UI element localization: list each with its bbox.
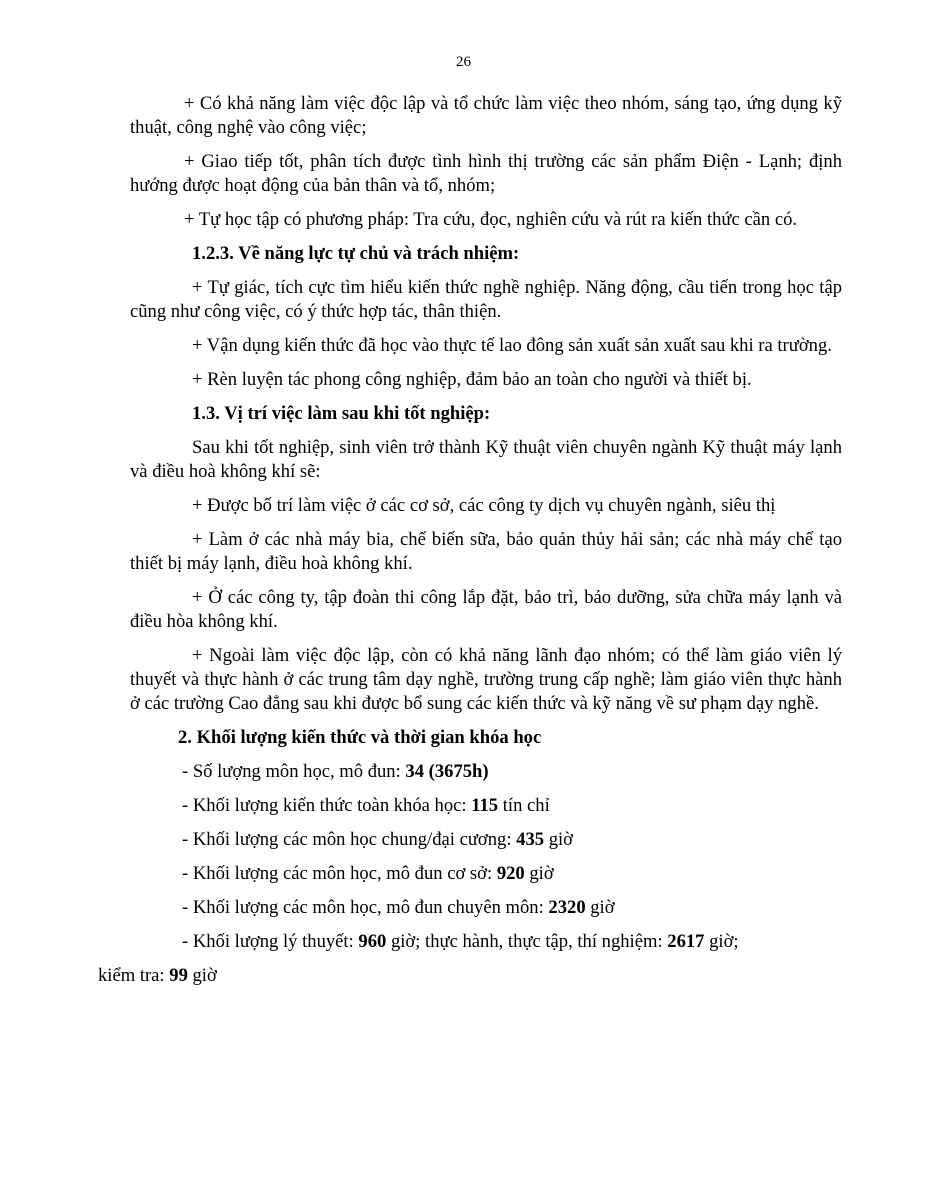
para-job-2: + Làm ở các nhà máy bia, chế biến sữa, bảo quản thủy hải sản; các nhà máy chế tạo thiết bị máy lạnh, điều hoà không khí. xyxy=(130,529,842,574)
stat-credits-value: 115 xyxy=(471,795,499,816)
stat-specialized xyxy=(130,896,842,920)
heading-1-3: 1.3. Vị trí việc làm sau khi tốt nghiệp: xyxy=(192,403,491,424)
stat-exam-value: 99 xyxy=(169,965,188,986)
stat-theory-value: 960 xyxy=(358,931,387,952)
stat-specialized-label: - Khối lượng các môn học, mô đun chuyên môn: xyxy=(182,897,549,918)
stat-practice-unit: giờ; xyxy=(704,931,739,952)
para-teamwork: + Có khả năng làm việc độc lập và tổ chức làm việc theo nhóm, sáng tạo, ứng dụng kỹ thuật, công nghệ vào công việc; xyxy=(130,93,842,138)
para-selfstudy: + Tự học tập có phương pháp: Tra cứu, đọc, nghiên cứu và rút ra kiến thức cần có. xyxy=(184,209,798,230)
stat-exam-unit: giờ xyxy=(187,965,217,986)
stat-modules-value: 34 (3675h) xyxy=(405,761,489,782)
stat-general-label: - Khối lượng các môn học chung/đại cương: xyxy=(182,829,517,850)
para-communication: + Giao tiếp tốt, phân tích được tình hình thị trường các sản phẩm Điện - Lạnh; định hướng được hoạt động của bản thân và tổ, nhóm; xyxy=(130,151,842,196)
stat-basic-unit: giờ xyxy=(524,863,554,884)
stat-specialized-unit: giờ xyxy=(585,897,615,918)
stat-theory-label: - Khối lượng lý thuyết: xyxy=(182,931,359,952)
para-apply: + Vận dụng kiến thức đã học vào thực tế lao đông sản xuất sản xuất sau khi ra trường. xyxy=(192,335,832,356)
para-safety: + Rèn luyện tác phong công nghiệp, đảm bảo an toàn cho người và thiết bị. xyxy=(192,369,752,390)
stat-modules-label: - Số lượng môn học, mô đun: xyxy=(182,761,406,782)
document-body xyxy=(98,92,842,988)
stat-credits-label: - Khối lượng kiến thức toàn khóa học: xyxy=(182,795,472,816)
para-after-grad: Sau khi tốt nghiệp, sinh viên trở thành Kỹ thuật viên chuyên ngành Kỹ thuật máy lạnh và điều hoà không khí sẽ: xyxy=(130,437,842,482)
para-selfaware: + Tự giác, tích cực tìm hiểu kiến thức nghề nghiệp. Năng động, cầu tiến trong học tập cũng như công việc, có ý thức hợp tác, thân thiện. xyxy=(130,277,842,322)
stat-credits xyxy=(130,794,842,818)
stat-modules xyxy=(130,760,842,784)
stat-basic xyxy=(130,862,842,886)
para-job-1: + Được bố trí làm việc ở các cơ sở, các công ty dịch vụ chuyên ngành, siêu thị xyxy=(192,495,776,516)
stat-general xyxy=(130,828,842,852)
stat-general-value: 435 xyxy=(516,829,545,850)
stat-exam xyxy=(98,964,842,988)
heading-2: 2. Khối lượng kiến thức và thời gian khóa học xyxy=(178,727,542,748)
stat-credits-unit: tín chỉ xyxy=(498,795,550,816)
stat-basic-label: - Khối lượng các môn học, mô đun cơ sở: xyxy=(182,863,497,884)
para-job-4: + Ngoài làm việc độc lập, còn có khả năng lãnh đạo nhóm; có thể làm giáo viên lý thuyết và thực hành ở các trung tâm dạy nghề, trường trung cấp nghề; làm giáo viên thực hành ở các trường Cao đẳng sau khi được bổ sung các kiến thức và kỹ năng về sư phạm dạy nghề. xyxy=(130,645,842,714)
page-number: 26 xyxy=(456,54,471,70)
stat-exam-label: kiểm tra: xyxy=(98,965,170,986)
stat-breakdown xyxy=(130,930,842,954)
heading-1-2-3: 1.2.3. Về năng lực tự chủ và trách nhiệm: xyxy=(192,243,520,264)
stat-practice-value: 2617 xyxy=(667,931,705,952)
para-job-3: + Ở các công ty, tập đoàn thi công lắp đặt, bảo trì, bảo dưỡng, sửa chữa máy lạnh và điều hòa không khí. xyxy=(130,587,842,632)
stat-general-unit: giờ xyxy=(544,829,573,850)
stat-practice-label: giờ; thực hành, thực tập, thí nghiệm: xyxy=(386,931,668,952)
stat-basic-value: 920 xyxy=(496,863,525,884)
stat-specialized-value: 2320 xyxy=(548,897,586,918)
